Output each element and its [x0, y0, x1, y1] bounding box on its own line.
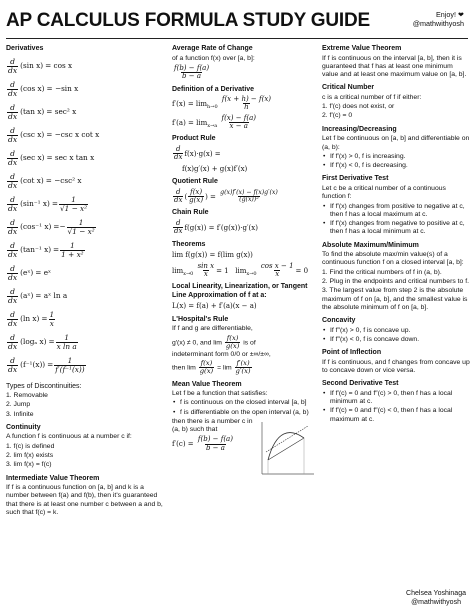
page-title: AP CALCULUS FORMULA STUDY GUIDE — [6, 10, 370, 31]
derivative-row — [6, 147, 164, 170]
thm3-sub: x→0 — [246, 270, 257, 277]
mvt-num: f(b) − f(a) — [197, 435, 233, 444]
signature — [406, 589, 466, 607]
d-dx-operator: d dx — [8, 56, 18, 75]
concavity-list — [322, 327, 470, 345]
derivative-fraction: $\frac{1}{x}$ — [49, 309, 55, 328]
d-dx-operator: d dx — [8, 125, 18, 144]
d-dx-operator: d dx — [8, 217, 18, 236]
arc-title: Average Rate of Change — [172, 45, 253, 52]
derivative-result: = aˣ ln a — [35, 290, 68, 300]
lhopital-line-2 — [172, 335, 318, 350]
quotient-num: g(x)f′(x) − f(x)g′(x) — [220, 188, 278, 196]
theorem-1: lim f(g(x)) = f(lim g(x)) — [172, 251, 253, 260]
list-item: • If f′(x) changes from positive to negative at c, then f has a local maximum at c. — [322, 203, 470, 220]
product-title: Product Rule — [172, 135, 216, 143]
derivative-row — [6, 239, 164, 262]
d-dx-operator: d dx — [8, 171, 18, 190]
quotient-formula: $\frac{d}{dx}$ ( $\frac{f(x)}{g(x)}$ ) = $\frac{g(x)f'(x) - f(x)g'(x)}{\text{(g(x))²}}$ — [174, 187, 278, 205]
derivative-function: (eˣ) — [20, 267, 34, 277]
d-dx-operator: d dx — [8, 309, 18, 328]
lhopital-frac3-den: g′(x) — [235, 367, 251, 376]
enjoy-text: Enjoy! — [435, 10, 456, 19]
absmax-list — [322, 269, 470, 312]
thm2-den: x — [203, 270, 208, 278]
header-divider — [6, 38, 468, 39]
incdec-text: Let f be continuous on [a, b] and differentiable on (a, b): — [322, 135, 470, 151]
derivative-row — [6, 262, 164, 285]
derivative-function: (tan x) — [20, 106, 45, 116]
list-item: • f is differentiable on the open interval (a, b) — [172, 409, 318, 417]
list-item: 3. Infinite — [6, 410, 34, 418]
linearization-formula: L(x) = f(a) + f′(a)(x − a) — [172, 302, 257, 311]
thm3-num: cos x − 1 — [260, 261, 294, 270]
derivative-function: (tan⁻¹ x) — [20, 244, 52, 254]
column-right — [322, 44, 470, 606]
lhopital-eq: = lim — [217, 364, 232, 372]
derivative-row — [6, 170, 164, 193]
discontinuities-title: Types of Discontinuities: — [6, 382, 82, 390]
derivative-fraction: $\frac{1}{\text{√1 − x²}}$ — [59, 194, 88, 213]
signature-name: Chelsea Yoshinaga — [406, 589, 466, 597]
thm2-num: sin x — [197, 261, 215, 270]
column-left — [6, 44, 164, 606]
d-dx-operator: d dx — [8, 263, 18, 282]
d-dx-operator: d dx — [8, 240, 18, 259]
evt-text: If f is continuous on the interval [a, b], then it is guaranteed that f has at least one minimum value and at least one maximum value on [a, b]. — [322, 54, 467, 79]
mvt-secant — [268, 438, 304, 460]
product-formula: $\frac{d}{dx}$ f(x)·g(x) = — [174, 144, 221, 162]
list-item: 2. Jump — [6, 401, 31, 409]
sdt-title: Second Derivative Test — [322, 380, 399, 388]
derivative-function: (cot x) — [20, 175, 44, 185]
continuity-list — [6, 443, 164, 470]
derivative-sign: − — [59, 221, 66, 231]
mvt-conditions — [172, 399, 318, 417]
mvt-den: b − a — [205, 443, 225, 452]
mvt-bottom — [172, 418, 318, 478]
d-dx-operator: d dx — [8, 79, 18, 98]
product-rhs: f(x)g′(x) + g(x)f′(x) — [182, 164, 248, 173]
list-item: 3. lim f(x) = f(c) — [6, 461, 52, 469]
lhopital-then: then lim — [172, 364, 196, 372]
derivative-function: (sin x) — [20, 60, 44, 70]
derivative-row — [6, 193, 164, 216]
derivative-function: (sec x) — [20, 152, 45, 162]
thm3-res: = 0 — [295, 266, 309, 275]
lhopital-cond: g′(x) ≠ 0, and lim — [172, 339, 222, 347]
derivative-result: = — [47, 359, 54, 369]
chain-title: Chain Rule — [172, 209, 209, 217]
lhopital-frac-den: g(x) — [225, 341, 240, 350]
derivative-result: = −csc² x — [45, 175, 82, 185]
list-item: 2. lim f(x) exists — [6, 452, 54, 459]
lhopital-frac2-den: g(x) — [199, 367, 214, 376]
derivative-result: = sec x tan x — [46, 152, 95, 162]
list-item: 2. f′(c) = 0 — [322, 112, 353, 120]
defderiv-2-sub: x→a — [207, 122, 218, 129]
incdec-list — [322, 153, 470, 171]
arc-denominator: b − a — [182, 72, 202, 81]
derivative-result: = — [48, 336, 55, 346]
sdt-list — [322, 390, 470, 424]
enjoy-note — [413, 10, 464, 29]
continuity-intro: A function f is continuous at a number c if: — [6, 433, 132, 441]
derivative-fraction: $\frac{1}{\text{f′(f⁻¹(x))}}$ — [55, 355, 85, 374]
mvt-lhs: f′(c) = — [172, 440, 194, 449]
fdt-text: Let c be a critical number of a continuous function f: — [322, 184, 446, 201]
defderiv-1-sub: h→0 — [207, 104, 218, 111]
derivatives-list — [6, 55, 164, 377]
thm3-den: x — [275, 270, 280, 278]
derivative-row — [6, 55, 164, 78]
derivative-row — [6, 354, 164, 377]
critical-number-title: Critical Number — [322, 84, 375, 92]
derivative-function: (aˣ) — [20, 290, 34, 300]
fdt-title: First Derivative Test — [322, 175, 389, 183]
list-item: 1. f(c) is defined — [6, 442, 55, 450]
defderiv-2-den: x − a — [229, 122, 248, 131]
d-dx-operator: d dx — [8, 355, 18, 374]
list-item: 3. The largest value from step 2 is the absolute maximum of f on [a, b], and the smallest value is the absolute minimum of f on [a, b]. — [322, 287, 468, 311]
arc-formula — [172, 65, 318, 81]
defderiv-1-num: f(x + h) − f(x) — [221, 95, 271, 104]
derivative-row — [6, 101, 164, 124]
derivative-function: (cos x) — [20, 83, 45, 93]
list-item: • If f′(c) = 0 and f″(c) < 0, then f has a local maximum at c. — [322, 407, 470, 424]
quotient-in-num: f(x) — [190, 187, 203, 196]
poi-title: Point of Inflection — [322, 349, 382, 357]
defderiv-1-lhs: f′(x) = lim — [172, 99, 208, 108]
derivative-fraction: $\frac{1}{\text{1 + x²}}$ — [61, 240, 84, 259]
derivative-fraction: $\frac{1}{\text{√1 − x²}}$ — [67, 217, 95, 236]
d-dx-operator: d dx — [8, 332, 18, 351]
derivative-result: = sec² x — [46, 106, 77, 116]
thm2-res: = 1 — [216, 266, 229, 275]
arc-text: of a function f(x) over [a, b]: — [172, 54, 255, 62]
d-dx-operator: d dx — [8, 286, 18, 305]
poi-text: If f is continuous, and f changes from concave up to concave down or vice versa. — [322, 358, 470, 375]
defderiv-2-lhs: f′(a) = lim — [172, 118, 208, 127]
mvt-title: Mean Value Theorem — [172, 380, 242, 388]
derivative-result: = — [53, 221, 60, 231]
defderiv-2-num: f(x) − f(a) — [221, 113, 257, 122]
derivative-row — [6, 308, 164, 331]
d-dx-operator: d dx — [8, 194, 18, 213]
mvt-then: then there is a number c in (a, b) such that — [172, 417, 253, 434]
list-item: 2. Plug in the endpoints and critical numbers to f. — [322, 278, 469, 285]
defderiv-formula-1 — [172, 96, 318, 112]
derivative-row — [6, 331, 164, 354]
discontinuities-list — [6, 392, 164, 419]
ivt-title: Intermediate Value Theorem — [6, 474, 100, 482]
derivatives-title: Derivatives — [6, 45, 44, 52]
fdt-list — [322, 203, 470, 237]
thm2-sub: x→0 — [183, 270, 194, 277]
d-dx-operator: d dx — [8, 102, 18, 121]
lhopital-frac2-num: f(x) — [200, 359, 213, 368]
lhopital-frac3-num: f′(x) — [236, 359, 250, 368]
theorems-title: Theorems — [172, 240, 206, 248]
lhopital-line-1: If f and g are differentiable, — [172, 325, 253, 333]
derivative-result: = cos x — [45, 60, 73, 70]
list-item: 1. f′(c) does not exist, or — [322, 103, 395, 111]
derivative-row — [6, 216, 164, 239]
list-item: • If f′(x) > 0, f is increasing. — [322, 153, 470, 161]
derivative-result: = −sin x — [46, 83, 79, 93]
d-dx-operator: d dx — [8, 148, 18, 167]
derivative-function: (ln x) — [20, 313, 40, 323]
mvt-formula — [172, 436, 256, 452]
list-item: • If f′(x) < 0, f is decreasing. — [322, 162, 470, 170]
heart-icon: ❤ — [457, 10, 464, 19]
quotient-title: Quotient Rule — [172, 178, 218, 186]
chain-formula: $\frac{d}{dx}$ f(g(x)) = f′(g(x))·g′(x) — [174, 218, 258, 236]
critical-number-list — [322, 103, 470, 121]
derivative-result: = — [41, 313, 48, 323]
derivative-result: = — [53, 244, 60, 254]
lhopital-line-4 — [172, 360, 318, 375]
derivative-function: (csc x) — [20, 129, 45, 139]
derivative-result: = eˣ — [35, 267, 52, 277]
defderiv-title: Definition of a Derivative — [172, 85, 255, 93]
critical-number-text: c is a critical number of f if either: — [322, 93, 422, 101]
continuity-title: Continuity — [6, 423, 41, 431]
mvt-intro: Let f be a function that satisfies: — [172, 390, 268, 398]
derivative-function: (cos⁻¹ x) — [20, 221, 52, 231]
defderiv-formula-2 — [172, 115, 318, 131]
product-lhs: f(x)·g(x) = — [184, 149, 221, 158]
list-item: • If f″(x) > 0, f is concave up. — [322, 327, 470, 335]
quotient-in-den: g(x) — [189, 196, 204, 205]
signature-handle: @mathwithyosh — [411, 598, 461, 606]
defderiv-1-den: h — [244, 103, 249, 112]
linearization-title: Local Linearity, Linearization, or Tangent Line Approximation of f at a: — [172, 283, 308, 299]
list-item: • f is continuous on the closed interval [a, b] — [172, 399, 318, 407]
chain-lhs: f(g(x)) = f′(g(x))·g′(x) — [184, 223, 258, 232]
list-item: 1. Removable — [6, 392, 48, 400]
lhopital-line-3: indeterminant form 0/0 or ±∞/±∞, — [172, 351, 271, 358]
derivative-function: (f⁻¹(x)) — [20, 359, 46, 369]
derivative-row — [6, 285, 164, 308]
derivative-fraction: $\frac{1}{\text{x ln a}}$ — [56, 332, 77, 351]
derivative-row — [6, 124, 164, 147]
lhopital-frac-num: f(x) — [226, 333, 239, 342]
column-middle — [172, 44, 318, 606]
author-handle: @mathwithyosh — [412, 19, 464, 29]
absmax-text: To find the absolute max/min value(s) of a continuous function f on a closed interval [a, b]: — [322, 251, 464, 267]
list-item: • If f″(x) < 0, f is concave down. — [322, 336, 470, 344]
incdec-title: Increasing/Decreasing — [322, 125, 397, 133]
derivative-row — [6, 78, 164, 101]
quotient-den: (g(x))² — [239, 196, 259, 204]
list-item: 1. Find the critical numbers of f in (a, b). — [322, 268, 442, 276]
lhopital-title: L'Hospital's Rule — [172, 315, 229, 323]
arc-numerator: f(b) − f(a) — [174, 63, 210, 72]
lhopital-isof: is of — [243, 339, 256, 347]
concavity-title: Concavity — [322, 317, 356, 325]
derivative-function: (sin⁻¹ x) — [20, 198, 50, 208]
derivative-result: = −csc x cot x — [46, 129, 100, 139]
derivative-result: = — [51, 198, 58, 208]
theorem-2-3: $\lim_{x\to 0}$ $\frac{\text{sin x}}{x}$ = 1 $\lim_{x\to 0}$ $\frac{\text{cos x − 1}}{x}$ = 0 — [172, 261, 309, 278]
mvt-graph — [256, 420, 316, 478]
header — [6, 6, 468, 40]
ivt-text: If f is a continuous function on [a, b] and k is a number between f(a) and f(b), then it's guaranteed that there is at least one number c between a and b, such that f(c) = k. — [6, 484, 163, 516]
list-item: • If f′(x) changes from negative to positive at c, then f has a local minimum at c. — [322, 220, 470, 237]
list-item: • If f′(c) = 0 and f″(c) > 0, then f has a local minimum at c. — [322, 390, 470, 407]
derivative-function: (logₐ x) — [20, 336, 47, 346]
mvt-curve — [268, 432, 304, 459]
evt-title: Extreme Value Theorem — [322, 45, 402, 52]
absmax-title: Absolute Maximum/Minimum — [322, 241, 419, 249]
